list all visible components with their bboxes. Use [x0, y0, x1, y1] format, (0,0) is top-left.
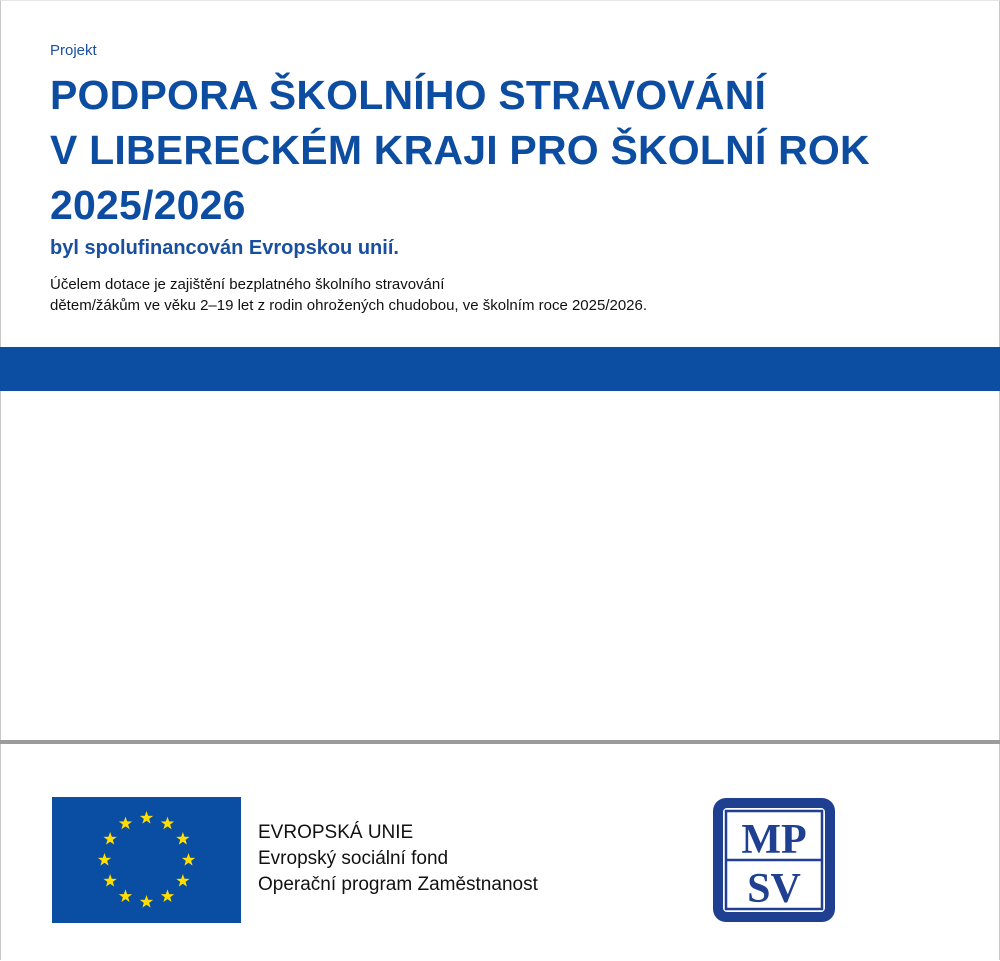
title-line-1: PODPORA ŠKOLNÍHO STRAVOVÁNÍ: [50, 72, 767, 118]
project-title: [50, 68, 870, 233]
purpose-line-2: dětem/žákům ve věku 2–19 let z rodin ohrožených chudobou, ve školním roce 2025/2026.: [50, 297, 648, 314]
title-line-3: 2025/2026: [50, 182, 246, 228]
purpose-line-1: Účelem dotace je zajištění bezplatného školního stravování: [50, 276, 445, 293]
mpsv-logo-text-top: MP: [741, 817, 807, 863]
cofinancing-statement: byl spolufinancován Evropskou unií.: [50, 237, 399, 259]
eu-flag-icon: [52, 797, 241, 923]
purpose-text: [50, 274, 647, 316]
eu-line-3: Operační program Zaměstnanost: [258, 874, 538, 895]
title-line-2: V LIBERECKÉM KRAJI PRO ŠKOLNÍ ROK: [50, 127, 870, 173]
eu-line-1: EVROPSKÁ UNIE: [258, 822, 414, 843]
mpsv-logo-icon: [712, 797, 836, 923]
blue-band: [0, 347, 1000, 391]
project-label: Projekt: [50, 42, 97, 59]
footer-divider: [0, 740, 1000, 744]
mpsv-logo-text-bottom: SV: [747, 866, 801, 912]
eu-line-2: Evropský sociální fond: [258, 848, 449, 869]
eu-text-block: [258, 820, 538, 898]
